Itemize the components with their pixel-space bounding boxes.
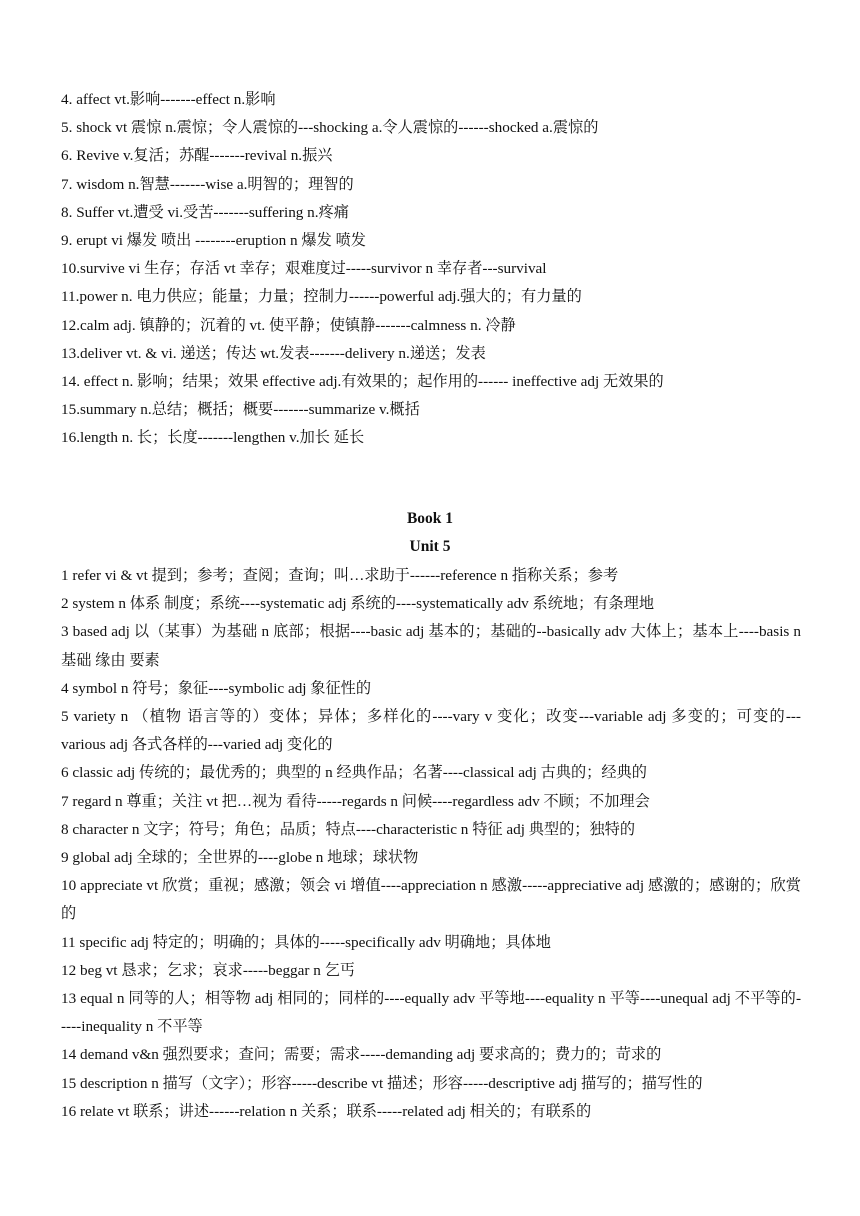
- list-item: 1 refer vi & vt 提到；参考；查阅；查询；叫…求助于------reference n 指称关系；参考: [61, 567, 619, 584]
- list-item: 4 symbol n 符号；象征----symbolic adj 象征性的: [61, 679, 372, 697]
- unit-heading: Unit 5: [409, 538, 451, 555]
- list-item: 14 demand v&n 强烈要求；查问；需要；需求-----demanding adj 要求高的；费力的；苛求的: [61, 1046, 662, 1064]
- list-item: 9 global adj 全球的；全世界的----globe n 地球；球状物: [61, 849, 419, 867]
- list-item: 6 classic adj 传统的；最优秀的；典型的 n 经典作品；名著----classical adj 古典的；经典的: [61, 764, 647, 782]
- list-item: 10 appreciate vt 欣赏；重视；感激；领会 vi 增值----appreciation n 感激-----appreciative adj 感激的；感谢的；欣赏的: [61, 877, 801, 923]
- list-item: 14. effect n. 影响；结果；效果 effective adj.有效果的；起作用的------ ineffective adj 无效果的: [61, 372, 664, 390]
- list-item: 4. affect vt.影响-------effect n.影响: [61, 91, 276, 108]
- list-item: 11.power n. 电力供应；能量；力量；控制力------powerful adj.强大的；有力量的: [61, 288, 582, 306]
- list-item: 5. shock vt 震惊 n.震惊；令人震惊的---shocking a.令人震惊的------shocked a.震惊的: [61, 119, 599, 137]
- list-item: 15.summary n.总结；概括；概要-------summarize v.概括: [61, 401, 420, 419]
- list-item: 12.calm adj. 镇静的；沉着的 vt. 使平静；使镇静-------calmness n. 冷静: [61, 316, 516, 334]
- list-item: 13 equal n 同等的人；相等物 adj 相同的；同样的----equally adv 平等地----equality n 平等----unequal adj 不平等的-----inequality n 不平等: [61, 990, 801, 1036]
- list-item: 5 variety n （植物 语言等的）变体；异体；多样化的----vary v 变化；改变---variable adj 多变的；可变的---various adj 各式各样的---varied adj 变化的: [61, 708, 801, 754]
- list-item: 15 description n 描写（文字）；形容-----describe vt 描述；形容-----descriptive adj 描写的；描写性的: [61, 1074, 703, 1092]
- list-item: 7 regard n 尊重；关注 vt 把…视为 看待-----regards n 问候----regardless adv 不顾；不加理会: [61, 792, 650, 810]
- list-item: 2 system n 体系 制度；系统----systematic adj 系统的----systematically adv 系统地；有条理地: [61, 595, 655, 613]
- list-item: 6. Revive v.复活；苏醒-------revival n.振兴: [61, 147, 333, 165]
- list-item: 16 relate vt 联系；讲述------relation n 关系；联系-----related adj 相关的；有联系的: [61, 1102, 592, 1120]
- list-item: 16.length n. 长；长度-------lengthen v.加长 延长: [61, 429, 365, 447]
- list-item: 11 specific adj 特定的；明确的；具体的-----specifically adv 明确地；具体地: [61, 933, 551, 951]
- list-item: 8. Suffer vt.遭受 vi.受苦-------suffering n.疼痛: [61, 203, 349, 221]
- list-item: 3 based adj 以（某事）为基础 n 底部；根据----basic adj 基本的；基础的--basically adv 大体上；基本上----basis n 基础 缘由 要素: [61, 623, 801, 669]
- list-item: 7. wisdom n.智慧-------wise a.明智的；理智的: [61, 175, 354, 193]
- vocabulary-list-unit5: [61, 562, 801, 1126]
- list-item: 12 beg vt 恳求；乞求；哀求-----beggar n 乞丐: [61, 961, 355, 979]
- list-item: 13.deliver vt. & vi. 递送；传达 wt.发表-------delivery n.递送；发表: [61, 344, 486, 362]
- list-item: 8 character n 文字；符号；角色；品质；特点----characteristic n 特征 adj 典型的；独特的: [61, 820, 636, 838]
- list-item: 10.survive vi 生存；存活 vt 幸存；艰难度过-----survivor n 幸存者---survival: [61, 260, 547, 278]
- list-item: 9. erupt vi 爆发 喷出 --------eruption n 爆发 喷发: [61, 231, 366, 249]
- book-heading: Book 1: [406, 510, 454, 527]
- vocabulary-list-continued: [61, 86, 821, 452]
